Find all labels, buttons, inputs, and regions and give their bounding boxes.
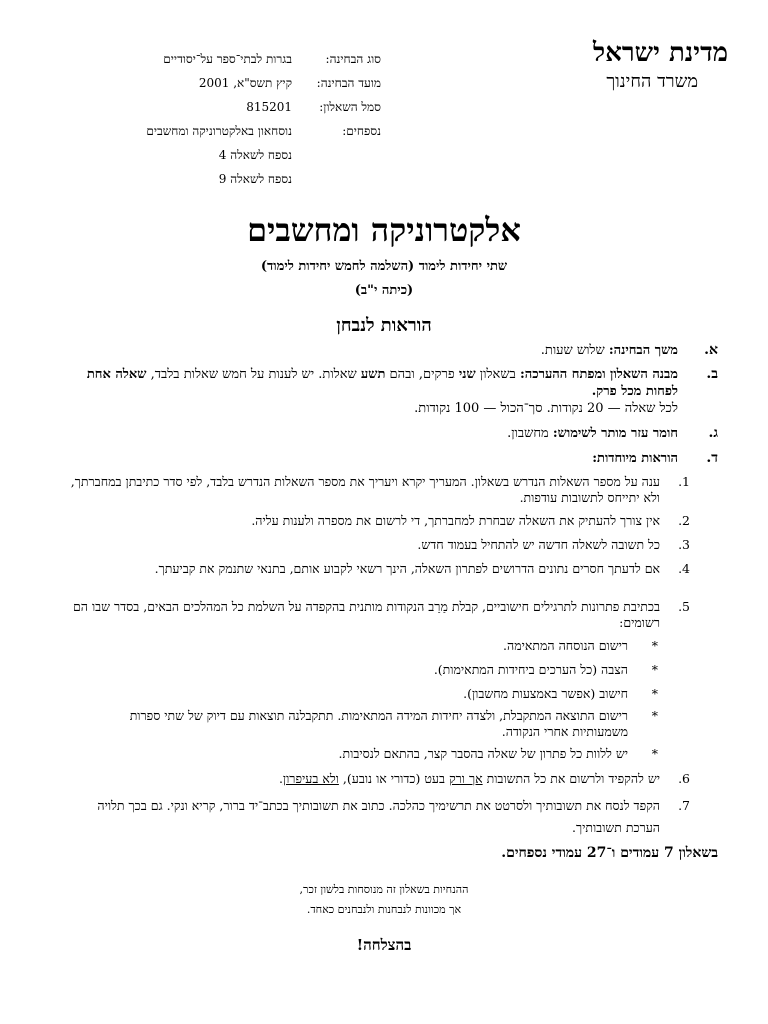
gender-note-line: ההנחיות בשאלון זה מנוסחות בלשון זכר, [299,883,469,896]
exam-type-value: בגרות לבתי־ספר על־יסודיים [163,52,292,66]
instruction-item [70,561,690,577]
item-number: 1. [678,474,690,489]
section-b [78,366,718,417]
bullet-star: * [651,662,658,677]
item-text-part: יש להקפיד ולרשום את כל התשובות [486,771,660,786]
bullet-text: רישום הנוסחה המתאימה. [503,638,628,653]
section-letter: א. [704,342,718,358]
section-emphasis: שני [458,367,476,382]
bullet-text: רישום התוצאה המתקבלת, ולצדה יחידות המידה המתאימות. תתקבלנה תוצאות עם דיוק של שתי ספרות משמעותיות אחרי הנקודה. [129,708,628,739]
appendices-label: נספחים: [342,124,381,138]
item-text: ענה על מספר השאלות הנדרש בשאלון. המעריך יקרא ויעריך את מספר השאלות הנדרש בלבד, לפי סדר כתיבתן במחברתך, ולא יתייחס לתשובות עודפות. [70,474,660,505]
item-number: 6. [678,771,690,786]
section-text: מחשבון. [507,426,549,441]
gender-note [0,880,768,920]
item-text: בכתיבת פתרונות לתרגילים חישוביים, קבלת מַרַב הנקודות מותנית בהקפדה על השלמת כל המהלכים הבאים, בסדר שבו הם רשומים: [73,599,660,630]
section-text: פרקים, ובהם [389,367,455,382]
pages-note: בשאלון 7 עמודים ו־27 עמודי נספחים. [501,845,718,861]
item-number: 5. [678,599,690,614]
section-letter: ד. [706,450,718,466]
page-title: אלקטרוניקה ומחשבים [247,211,521,249]
bullet-star: * [651,746,658,761]
instruction-item [70,537,690,553]
grade-label: (כיתה י"ב) [354,283,414,298]
item-text: אם לדעתך חסרים נתונים הדרושים לפתרון השאלה, הינך רשאי לקבוע אותם, בתנאי שתנמק את קביעתך. [154,561,660,576]
bullet-star: * [651,638,658,653]
item-underlined: אך ורק [448,771,483,786]
section-d [78,450,718,467]
exam-code-value: 815201 [246,100,292,114]
appendix-q9: נספח לשאלה 9 [218,172,292,186]
item-number: 7. [678,798,690,813]
section-letter: ג. [708,425,718,441]
step-bullet [98,662,658,678]
section-c [78,425,718,442]
section-emphasis: תשע [360,367,386,382]
bullet-text: יש ללוות כל פתרון של שאלה בהסבר קצר, בהתאם לנסיבות. [338,746,628,761]
instruction-item [70,474,690,506]
appendix-formulas: נוסחאון באלקטרוניקה ומחשבים [146,124,292,138]
section-text: לכל שאלה — 20 נקודות. סך־הכול — 100 נקודות. [414,401,678,416]
instruction-item [70,795,690,839]
ministry-name: משרד החינוך [606,71,698,92]
bullet-text: חישוב (אפשר באמצעות מחשבון). [463,686,628,701]
step-bullet [98,746,658,762]
instruction-item [70,599,690,631]
item-text-part: . [278,771,283,786]
section-text: שאלות. יש לענות על חמש שאלות בלבד, [150,367,357,382]
section-label: מבנה השאלון ומפתח ההערכה: [519,367,678,382]
exam-date-value: קיץ תשס"א, 2001 [198,76,292,90]
section-text: בשאלון [479,367,516,382]
item-text: אין צורך להעתיק את השאלה שבחרת למחברתך, די לרשום את מספרה ולענות עליה. [251,513,660,528]
gender-note-line: אך מכוונות לנבחנות ולנבחנים כאחד. [306,903,462,916]
bullet-text: הצבה (כל הערכים ביחידות המתאימות). [433,662,628,677]
exam-type-label: סוג הבחינה: [325,52,381,66]
exam-code-label: סמל השאלון: [319,100,381,114]
item-number: 4. [678,561,690,576]
instruction-item [70,513,690,529]
item-underlined: ולא בעיפרון [282,771,339,786]
section-label: חומר עזר מותר לשימוש: [552,426,678,441]
item-number: 2. [678,513,690,528]
item-number: 3. [678,537,690,552]
page-subtitle: שתי יחידות לימוד (השלמה לחמש יחידות לימוד) [260,259,508,274]
state-name: מדינת ישראל [593,38,728,68]
exam-date-label: מועד הבחינה: [316,76,381,90]
section-emphasis: שאלה אחת לפחות מכל פרק. [86,367,678,399]
item-text: כל תשובה לשאלה חדשה יש להתחיל בעמוד חדש. [417,537,660,552]
section-text: שלוש שעות. [540,343,605,358]
appendix-q4: נספח לשאלה 4 [218,148,292,162]
step-bullet [98,638,658,654]
instruction-item [70,771,690,787]
instructions-heading: הוראות לנבחן [336,315,432,336]
section-label: משך הבחינה: [608,343,678,358]
step-bullet [98,686,658,702]
section-a [78,342,718,359]
bullet-star: * [651,686,658,701]
good-luck: בהצלחה! [356,936,412,954]
section-label: הוראות מיוחדות: [592,451,678,466]
item-text [70,771,660,787]
step-bullet [98,708,658,740]
item-text-part: בעט (כדורי או נובע), [342,771,445,786]
bullet-star: * [651,708,658,723]
item-text: הקפד לנסח את תשובותיך ולסרטט את תרשימיך כהלכה. כתוב את תשובותיך בכתב־יד ברור, קריא ונקי. גם בכך תלויה הערכת תשובותיך. [97,798,660,835]
ministry-header [468,38,728,93]
section-letter: ב. [706,366,718,382]
